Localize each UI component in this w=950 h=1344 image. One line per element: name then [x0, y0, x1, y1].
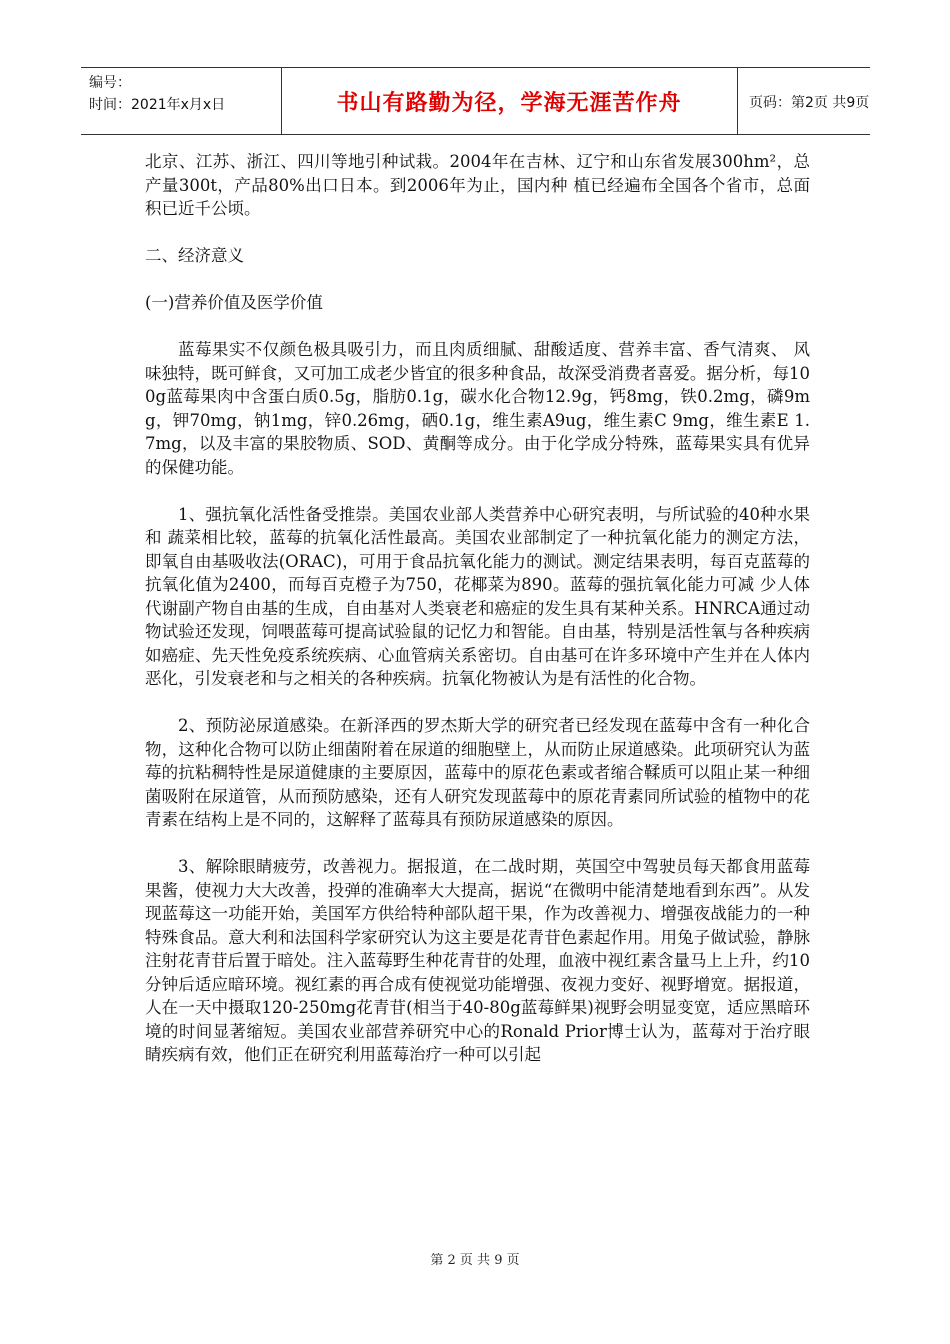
intro-paragraph: 北京、江苏、浙江、四川等地引种试栽。2004年在吉林、辽宁和山东省发展300hm²，总产量300t，产品80%出口日本。到2006年为止，国内种 植已经遍布全国各个省市，总面积已近千公顷。: [145, 152, 810, 218]
urinary-tract-paragraph: 2、预防泌尿道感染。在新泽西的罗杰斯大学的研究者已经发现在蓝莓中含有一种化合物，这种化合物可以防止细菌附着在尿道的细胞壁上，从而防止尿道感染。此项研究认为蓝莓的抗粘稠特性是尿道健康的主要原因，蓝莓中的原花色素或者缩合鞣质可以阻止某一种细菌吸附在尿道管，从而预防感染，还有人研究发现蓝莓中的原花青素同所试验的植物中的花青素在结构上是不同的，这解释了蓝莓具有预防尿道感染的原因。: [145, 716, 810, 829]
document-body: [145, 150, 810, 1067]
eyesight-paragraph: 3、解除眼睛疲劳，改善视力。据报道，在二战时期，英国空中驾驶员每天都食用蓝莓果酱，使视力大大改善，投弹的准确率大大提高，据说“在微明中能清楚地看到东西”。从发现蓝莓这一功能开始，美国军方供给特种部队超干果，作为改善视力、增强夜战能力的一种特殊食品。意大利和法国科学家研究认为这主要是花青苷色素起作用。用兔子做试验，静脉注射花青苷后置于暗处。注入蓝莓野生种花青苷的处理，血液中视红素含量马上上升，约10分钟后适应暗环境。视红素的再合成有使视觉功能增强、夜视力变好、视野增宽。据报道，人在一天中摄取120-250mg花青苷(相当于40-80g蓝莓鲜果)视野会明显变宽，适应黑暗环境的时间显著缩短。美国农业部营养研究中心的Ronald Prior博士认为，蓝莓对于治疗眼睛疾病有效，他们正在研究利用蓝莓治疗一种可以引起: [145, 857, 810, 1064]
document-number-label: 编号：: [89, 75, 131, 91]
header-motto: 书山有路勤为径，学海无涯苦作舟: [336, 90, 682, 116]
page-footer: 第 2 页 共 9 页: [430, 1253, 520, 1268]
page-header: [81, 67, 870, 135]
subsection-title: (一)营养价值及医学价值: [145, 293, 323, 312]
header-divider: [737, 68, 738, 134]
header-meta: [89, 72, 225, 116]
header-page-indicator: 页码：第2页 共9页: [749, 95, 870, 111]
nutrition-paragraph: 蓝莓果实不仅颜色极具吸引力，而且肉质细腻、甜酸适度、营养丰富、香气清爽、 风味独特，既可鲜食，又可加工成老少皆宜的很多种食品，故深受消费者喜爱。据分析，每100g蓝莓果肉中含蛋白质0.5g，脂肪0.1g，碳水化合物12.9g，钙8mg，铁0.2mg，磷9mg，钾70mg，钠1mg，锌0.26mg，硒0.1g，维生素A9ug，维生素C 9mg，维生素E 1.7mg，以及丰富的果胶物质、SOD、黄酮等成分。由于化学成分特殊，蓝莓果实具有优异的保健功能。: [145, 340, 810, 477]
document-time-label: 时间：2021年x月x日: [89, 97, 226, 113]
section-title: 二、经济意义: [145, 246, 244, 265]
antioxidant-paragraph: 1、强抗氧化活性备受推崇。美国农业部人类营养中心研究表明，与所试验的40种水果和 蔬菜相比较，蓝莓的抗氧化活性最高。美国农业部制定了一种抗氧化能力的测定方法，即氧自由基吸收法(ORAC)，可用于食品抗氧化能力的测试。测定结果表明，每百克蓝莓的抗氧化值为2400，而每百克橙子为750，花椰菜为890。蓝莓的强抗氧化能力可减 少人体代谢副产物自由基的生成，自由基对人类衰老和癌症的发生具有某种关系。HNRCA通过动物试验还发现，饲喂蓝莓可提高试验鼠的记忆力和智能。自由基，特别是活性氧与各种疾病如癌症、先天性免疫系统疾病、心血管病关系密切。自由基可在许多环境中产生并在人体内恶化，引发衰老和与之相关的各种疾病。抗氧化物被认为是有活性的化合物。: [145, 504, 810, 688]
